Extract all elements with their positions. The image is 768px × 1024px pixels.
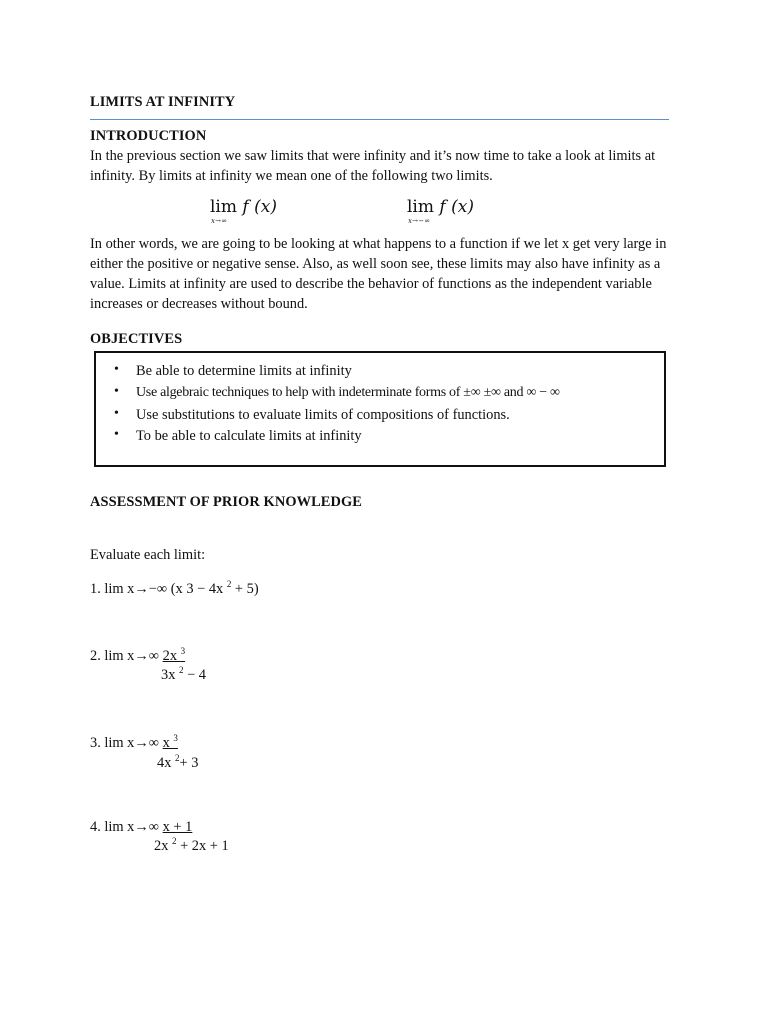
problem-4 xyxy=(90,819,192,836)
denominator: 2x $^2$ + 2x + 1 xyxy=(154,836,229,854)
page-title: LIMITS AT INFINITY xyxy=(90,94,236,110)
denominator: 4x $^2$+ 3 xyxy=(157,753,199,771)
limit-subscript: x→−∞ xyxy=(408,217,431,225)
problem-1 xyxy=(90,581,259,598)
exponent: 3 xyxy=(173,733,178,743)
exponent: 2 xyxy=(175,753,180,763)
introduction-heading: INTRODUCTION xyxy=(90,128,207,144)
bullet-icon: • xyxy=(114,427,119,442)
objective-item: Be able to determine limits at infinity xyxy=(136,363,352,379)
body-paragraph: In other words, we are going to be looking at what happens to a function if we let x get very large in either the positive or negative sense. Also, as well soon see, these limits may also have infinity as a value. Limits at infinity are used to describe the behavior of functions as the independent variable increases or decreases without bound. xyxy=(90,236,667,312)
bullet-icon: • xyxy=(114,384,119,399)
objective-item: Use algebraic techniques to help with indeterminate forms of ±∞ ±∞ and ∞ − ∞ xyxy=(136,385,560,400)
problem-2 xyxy=(90,648,185,665)
limit-subscript: x→∞ xyxy=(211,217,228,225)
exponent: 2 xyxy=(179,665,184,675)
lim-operator: lim xyxy=(407,197,434,217)
bullet-icon: • xyxy=(114,406,119,421)
numerator: x + 1 xyxy=(162,819,193,835)
problem-1-expression: 1. lim x→−∞ (x 3 − 4x xyxy=(90,581,227,597)
function-expression: f (x) xyxy=(242,197,277,217)
problem-1-tail: + 5) xyxy=(231,581,259,597)
lim-operator: lim xyxy=(210,197,237,217)
introduction-text: In the previous section we saw limits that were infinity and it’s now time to take a look at limits at infinity. By limits at infinity we mean one of the following two limits. xyxy=(90,148,656,184)
assessment-heading: ASSESSMENT OF PRIOR KNOWLEDGE xyxy=(90,494,362,510)
title-divider xyxy=(90,119,669,120)
function-expression: f (x) xyxy=(439,197,474,217)
objective-item: Use substitutions to evaluate limits of compositions of functions. xyxy=(136,407,510,423)
limit-negative-infinity xyxy=(407,197,474,225)
problem-lead: 2. lim x→∞ xyxy=(90,648,163,664)
objectives-heading: OBJECTIVES xyxy=(90,331,183,347)
limit-positive-infinity xyxy=(210,197,277,225)
problem-lead: 3. lim x→∞ xyxy=(90,735,163,751)
denominator: 3x $^2$ − 4 xyxy=(161,665,207,683)
exponent: 3 xyxy=(180,646,186,656)
numerator: x $^3$ xyxy=(162,733,178,751)
bullet-icon: • xyxy=(114,362,119,377)
exponent: 2 xyxy=(226,579,232,589)
objectives-box xyxy=(94,351,666,467)
problem-lead: 4. lim x→∞ xyxy=(90,819,163,835)
numerator: 2x $^3$ xyxy=(162,646,186,664)
objective-item: To be able to calculate limits at infinity xyxy=(136,428,362,444)
assessment-instruction: Evaluate each limit: xyxy=(90,547,206,563)
exponent: 2 xyxy=(172,836,177,846)
problem-3 xyxy=(90,735,178,752)
